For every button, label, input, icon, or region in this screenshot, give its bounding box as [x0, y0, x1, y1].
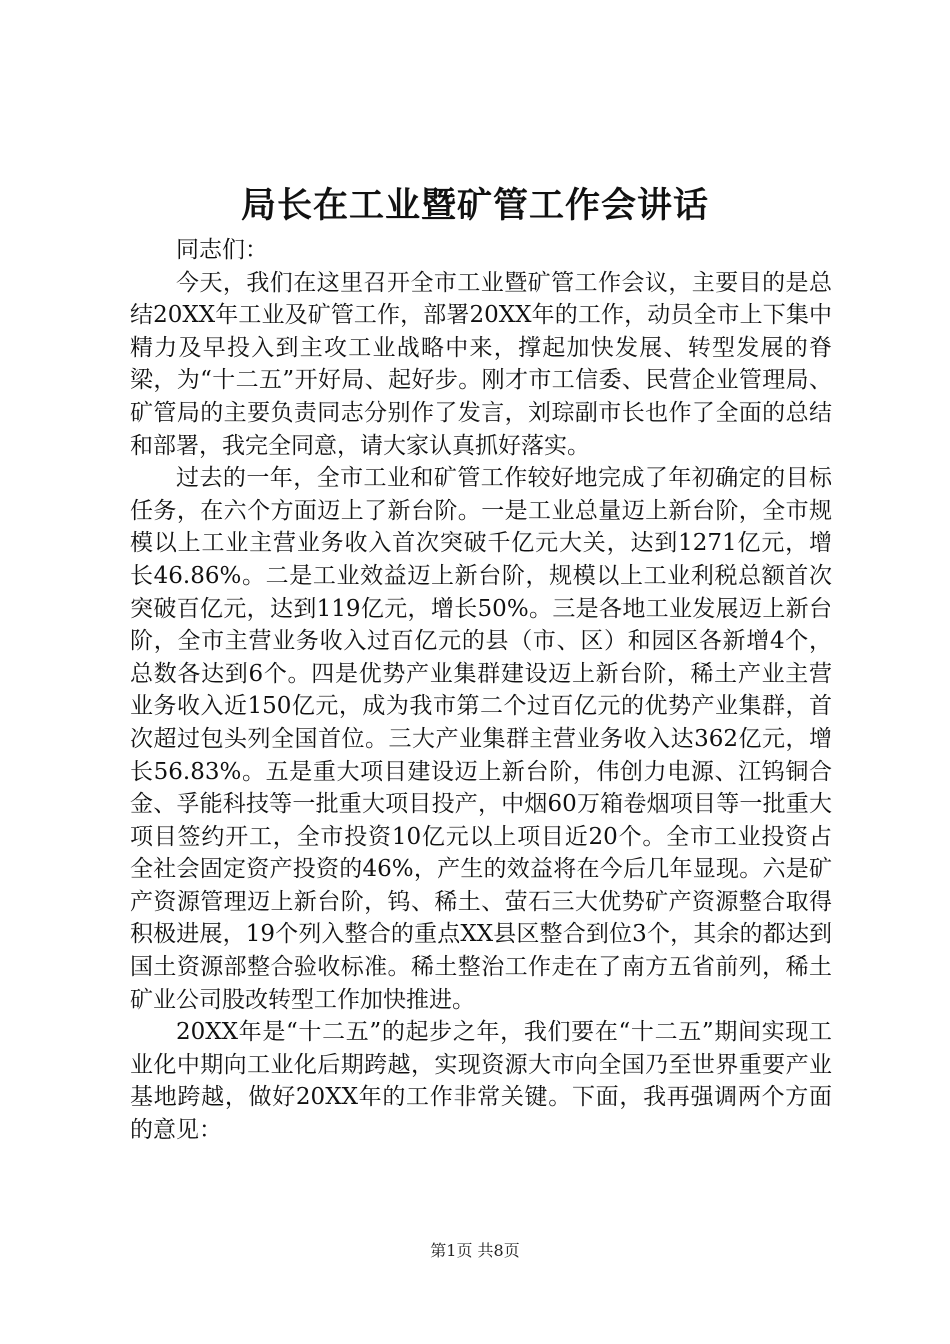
- paragraph-opening: 今天，我们在这里召开全市工业暨矿管工作会议，主要目的是总结20XX年工业及矿管工作，部署20XX年的工作，动员全市上下集中精力及早投入到主攻工业战略中来，撑起加快发展、转型发展的脊梁，为“十二五”开好局、起好步。刚才市工信委、民营企业管理局、矿管局的主要负责同志分别作了发言，刘琮副市长也作了全面的总结和部署，我完全同意，请大家认真抓好落实。: [130, 269, 832, 459]
- document-title: 局长在工业暨矿管工作会讲话: [240, 185, 709, 226]
- paragraph-review: 过去的一年，全市工业和矿管工作较好地完成了年初确定的目标任务，在六个方面迈上了新台阶。一是工业总量迈上新台阶，全市规模以上工业主营业务收入首次突破千亿元大关，达到1271亿元，增长46.86%。二是工业效益迈上新台阶，规模以上工业利税总额首次突破百亿元，达到119亿元，增长50%。三是各地工业发展迈上新台阶，全市主营业务收入过百亿元的县（市、区）和园区各新增4个，总数各达到6个。四是优势产业集群建设迈上新台阶，稀土产业主营业务收入近150亿元，成为我市第二个过百亿元的优势产业集群，首次超过包头列全国首位。三大产业集群主营业务收入达362亿元，增长56.83%。五是重大项目建设迈上新台阶，伟创力电源、江钨铜合金、孚能科技等一批重大项目投产，中烟60万箱卷烟项目等一批重大项目签约开工，全市投资10亿元以上项目近20个。全市工业投资占全社会固定资产投资的46%，产生的效益将在今后几年显现。六是矿产资源管理迈上新台阶，钨、稀土、萤石三大优势矿产资源整合取得积极进展，19个列入整合的重点XX县区整合到位3个，其余的都达到国土资源部整合验收标准。稀土整治工作走在了南方五省前列，稀土矿业公司股改转型工作加快推进。: [130, 465, 832, 1013]
- paragraph-outlook: 20XX年是“十二五”的起步之年，我们要在“十二五”期间实现工业化中期向工业化后期跨越，实现资源大市向全国乃至世界重要产业基地跨越，做好20XX年的工作非常关键。下面，我再强调两个方面的意见：: [130, 1019, 832, 1144]
- salutation: 同志们：: [176, 237, 268, 263]
- page-number-footer: 第1页 共8页: [430, 1241, 520, 1260]
- document-body: [130, 234, 832, 1147]
